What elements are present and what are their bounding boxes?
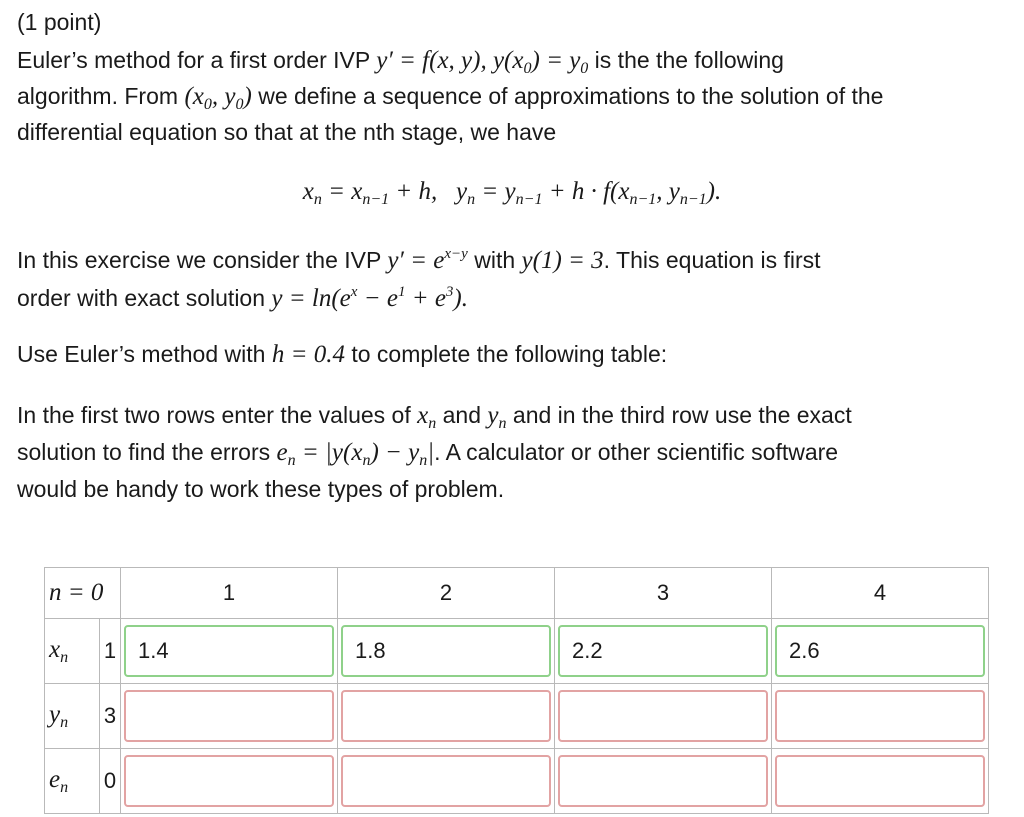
col-header: 2 <box>338 568 555 619</box>
rows-line <box>17 401 852 438</box>
line2-prefix: algorithm. From <box>17 83 185 109</box>
answer-input-y1[interactable] <box>124 690 334 742</box>
intro-prefix: Euler’s method for a first order IVP <box>17 47 377 73</box>
errors-line <box>17 438 838 475</box>
col-header: 3 <box>555 568 772 619</box>
initial-value: 3 <box>100 684 121 749</box>
initial-condition: y(1) = 3 <box>521 247 604 274</box>
answer-input-y4[interactable] <box>775 690 985 742</box>
intro-suffix: is the the following <box>588 47 784 73</box>
answer-input-e1[interactable] <box>124 755 334 807</box>
answer-input-y2[interactable] <box>341 690 551 742</box>
exact-line <box>17 278 468 313</box>
error-formula: $e_n = |y(x_n) - y_n|$ <box>276 439 435 469</box>
exercise-line <box>17 240 821 275</box>
exercise-mid: with <box>467 247 522 273</box>
exercise-suffix: . This equation is first <box>603 247 821 273</box>
use-suffix: to complete the following table: <box>344 341 668 367</box>
intro-line <box>17 46 784 83</box>
xn-symbol: $x_n$ <box>417 402 437 432</box>
row-label: $e_n$ <box>45 749 100 814</box>
handy-line: would be handy to work these types of problem. <box>17 476 505 502</box>
rows-suffix: and in the third row use the exact <box>506 402 852 428</box>
ivp-formula: y′ = f(x, y), $y(x_0) = y_0$ <box>376 47 589 77</box>
line3: differential equation so that at the nth stage, we have <box>17 119 557 145</box>
col-header: 1 <box>121 568 338 619</box>
table-row-e <box>45 749 989 814</box>
use-prefix: Use Euler’s method with <box>17 341 272 367</box>
initial-point-formula: ($x_0$, $y_0$) <box>184 83 252 113</box>
row-label: $y_n$ <box>45 684 100 749</box>
step-size: h = 0.4 <box>271 341 345 368</box>
answer-input-e2[interactable] <box>341 755 551 807</box>
col-header: 4 <box>772 568 989 619</box>
table-row-x <box>45 619 989 684</box>
exact-prefix: order with exact solution <box>17 285 272 311</box>
ode-formula: $y' = e^{x-y}$ <box>387 246 468 274</box>
points-label: (1 point) <box>17 9 102 35</box>
line2-suffix: we define a sequence of approximations to the solution of the <box>251 83 884 109</box>
answer-input-x2[interactable]: 1.8 <box>341 625 551 677</box>
errors-prefix: solution to find the errors <box>17 439 277 465</box>
answer-input-x4[interactable]: 2.6 <box>775 625 985 677</box>
rows-prefix: In the first two rows enter the values of <box>17 402 418 428</box>
euler-formula: $x_n = x_{n-1} + h$, $y_n = y_{n-1} + h \cdot f(x_{n-1}$, $y_{n-1}$). <box>302 178 722 208</box>
table-header-row <box>45 568 989 619</box>
exercise-prefix: In this exercise we consider the IVP <box>17 247 388 273</box>
n-label: n = 0 <box>45 568 121 619</box>
table-row-y <box>45 684 989 749</box>
row-label: $x_n$ <box>45 619 100 684</box>
answer-input-e4[interactable] <box>775 755 985 807</box>
initial-value: 1 <box>100 619 121 684</box>
rows-and: and <box>436 402 488 428</box>
exact-formula: $y = \ln(e^x - e^1 + e^3)$. <box>271 284 468 312</box>
errors-suffix: . A calculator or other scientific software <box>434 439 839 465</box>
line2 <box>17 82 883 119</box>
answer-input-x3[interactable]: 2.2 <box>558 625 768 677</box>
answer-input-x1[interactable]: 1.4 <box>124 625 334 677</box>
yn-symbol: $y_n$ <box>487 402 507 432</box>
answer-input-e3[interactable] <box>558 755 768 807</box>
initial-value: 0 <box>100 749 121 814</box>
euler-table <box>44 567 989 814</box>
use-line <box>17 340 667 369</box>
answer-input-y3[interactable] <box>558 690 768 742</box>
